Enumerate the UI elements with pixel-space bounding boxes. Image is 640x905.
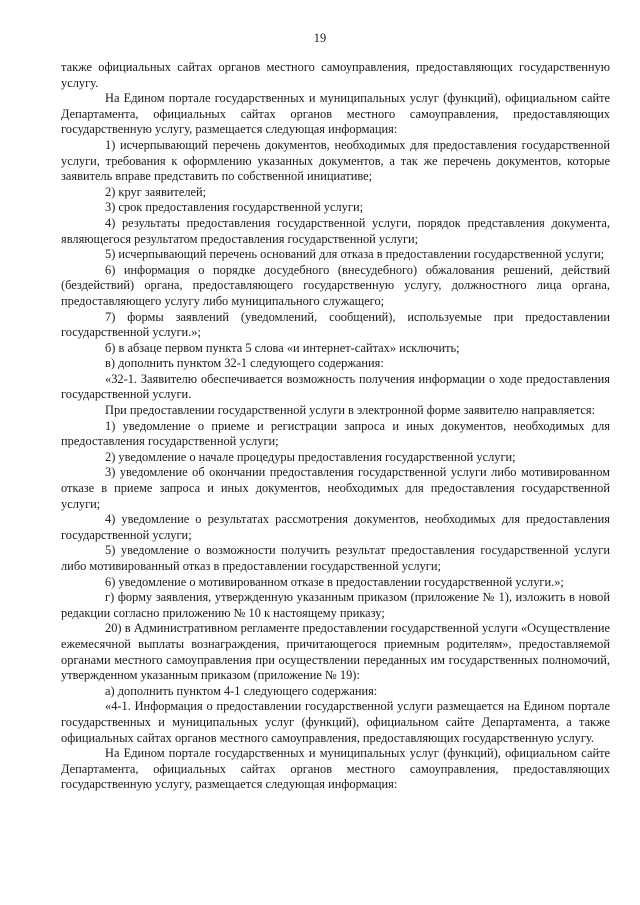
list-item: г) форму заявления, утвержденную указанным приказом (приложение № 1), изложить в новой редакции согласно приложению № 10 к настоящему приказу; — [61, 590, 610, 620]
list-item: 4) результаты предоставления государственной услуги, порядок представления документа, являющегося результатом предоставления государственной услуги; — [61, 215, 610, 246]
list-item: 5) исчерпывающий перечень оснований для отказа в предоставлении государственной услуги; — [105, 247, 605, 262]
list-item: 5) уведомление о возможности получить результат предоставления государственной услуги либо мотивированный отказ в предоставлении государственной услуги; — [61, 543, 610, 573]
list-item: 1) исчерпывающий перечень документов, необходимых для предоставления государственной услуги, требования к оформлению указанных документов, а так же перечень документов, которые заявитель вправе представить по собственной инициативе; — [61, 137, 610, 184]
list-item: а) дополнить пунктом 4-1 следующего содержания: — [105, 683, 378, 698]
page-number: 19 — [313, 31, 327, 45]
list-item: 1) уведомление о приеме и регистрации запроса и иных документов, необходимых для предоставления государственной услуги; — [61, 418, 610, 449]
list-item: б) в абзаце первом пункта 5 слова «и интернет-сайтах» исключить; — [105, 340, 460, 355]
list-item: 4) уведомление о результатах рассмотрения документов, необходимых для предоставления государственной услуги; — [61, 512, 610, 542]
list-item: 6) информация о порядке досудебного (внесудебного) обжалования решений, действий (бездействий) органа, предоставляющего государственную услугу, должностного лица органа, предоставляющего услугу либо муниципального служащего; — [61, 262, 610, 308]
list-item: 3) срок предоставления государственной услуги; — [105, 200, 364, 215]
list-item: 7) формы заявлений (уведомлений, сообщений), используемые при предоставлении государственной услуги.»; — [61, 309, 610, 340]
list-item: в) дополнить пунктом 32-1 следующего содержания: — [105, 356, 384, 371]
paragraph: «4-1. Информация о предоставлении государственной услуги размещается на Едином портале государственных и муниципальных услуг (функций), официальном сайте Департамента, а также официальных сайтах органов местного самоуправления, предоставляющих государственную услугу. — [61, 699, 610, 745]
paragraph: 20) в Административном регламенте предоставлении государственной услуги «Осуществление ежемесячной выплаты вознаграждения, причитающегося приемным родителям», предоставляемой органами местного самоуправления при осуществлении переданных им государственных полномочий, утвержденном указанным приказом (приложение № 19): — [61, 621, 610, 683]
paragraph: «32-1. Заявителю обеспечивается возможность получения информации о ходе предоставления государственной услуги. — [61, 371, 610, 402]
paragraph: При предоставлении государственной услуги в электронной форме заявителю направляется: — [105, 403, 596, 418]
list-item: 2) уведомление о начале процедуры предоставления государственной услуги; — [105, 449, 516, 464]
list-item: 3) уведомление об окончании предоставления государственной услуги либо мотивированном отказе в приеме запроса и иных документов, необходимых для предоставления государственной услуги; — [61, 465, 610, 511]
list-item: 2) круг заявителей; — [105, 184, 207, 199]
document-body — [61, 60, 610, 793]
paragraph: На Едином портале государственных и муниципальных услуг (функций), официальном сайте Департамента, официальных сайтах органов местного самоуправления, предоставляющих государственную услугу, размещается следующая информация: — [61, 91, 610, 137]
paragraph: На Едином портале государственных и муниципальных услуг (функций), официальном сайте Департамента, официальных сайтах органов местного самоуправления, предоставляющих государственную услугу, размещается следующая информация: — [61, 746, 610, 792]
paragraph: также официальных сайтах органов местного самоуправления, предоставляющих государственную услугу. — [61, 60, 610, 90]
list-item: 6) уведомление о мотивированном отказе в предоставлении государственной услуги.»; — [105, 574, 564, 589]
